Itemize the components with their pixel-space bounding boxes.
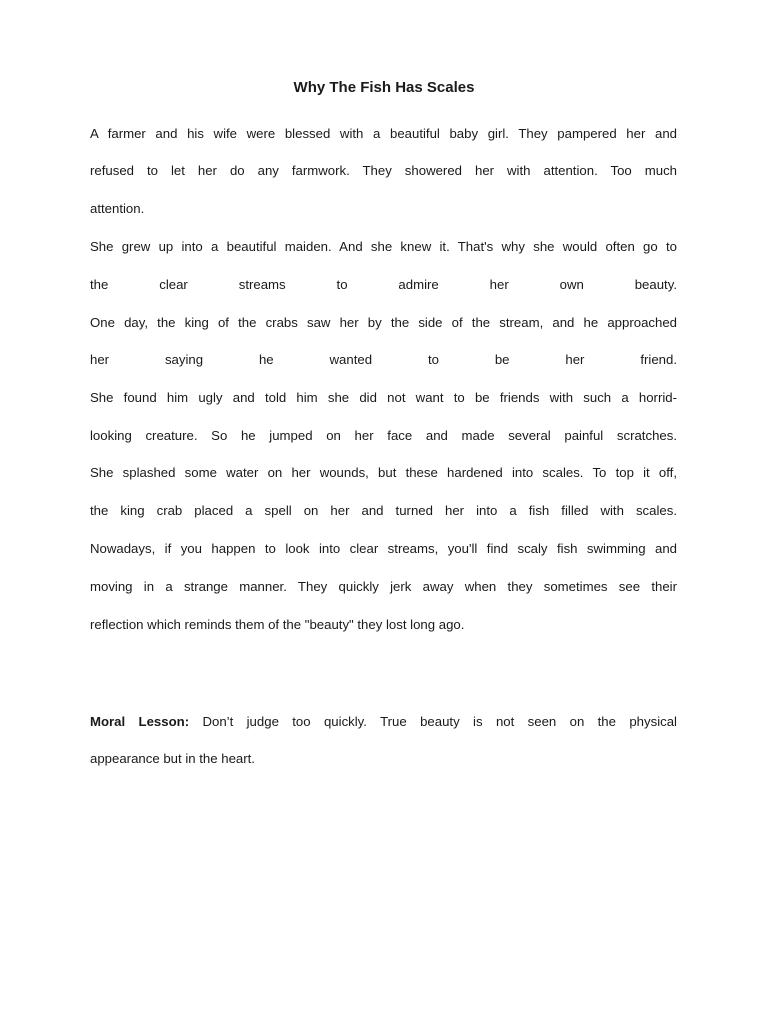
story-line: She found him ugly and told him she did not want to be friends with such a horrid- [90, 390, 677, 405]
story-line: A farmer and his wife were blessed with a beautiful baby girl. They pampered her and [90, 126, 677, 141]
moral-lesson-line [90, 712, 677, 732]
story-line: She grew up into a beautiful maiden. And she knew it. That's why she would often go to [90, 239, 677, 254]
story-line: the king crab placed a spell on her and turned her into a fish filled with scales. [90, 503, 677, 518]
story-line: looking creature. So he jumped on her face and made several painful scratches. [90, 428, 677, 443]
story-line: She splashed some water on her wounds, but these hardened into scales. To top it off, [90, 465, 677, 480]
story-line: moving in a strange manner. They quickly jerk away when they sometimes see their [90, 579, 677, 594]
story-line: refused to let her do any farmwork. They showered her with attention. Too much [90, 163, 677, 178]
story-line: reflection which reminds them of the "beauty" they lost long ago. [90, 617, 465, 632]
story-line: attention. [90, 201, 145, 216]
story-line: her saying he wanted to be her friend. [90, 352, 677, 367]
story-line: Nowadays, if you happen to look into clear streams, you'll find scaly fish swimming and [90, 541, 677, 556]
moral-lesson-label: Moral Lesson: [90, 714, 190, 729]
moral-lesson-text: Don’t judge too quickly. True beauty is not seen on the physical [189, 714, 677, 729]
story-line: the clear streams to admire her own beauty. [90, 277, 677, 292]
story-line: One day, the king of the crabs saw her by the side of the stream, and he approached [90, 315, 677, 330]
document-title: Why The Fish Has Scales [293, 79, 475, 96]
moral-lesson-line-2: appearance but in the heart. [90, 751, 255, 766]
